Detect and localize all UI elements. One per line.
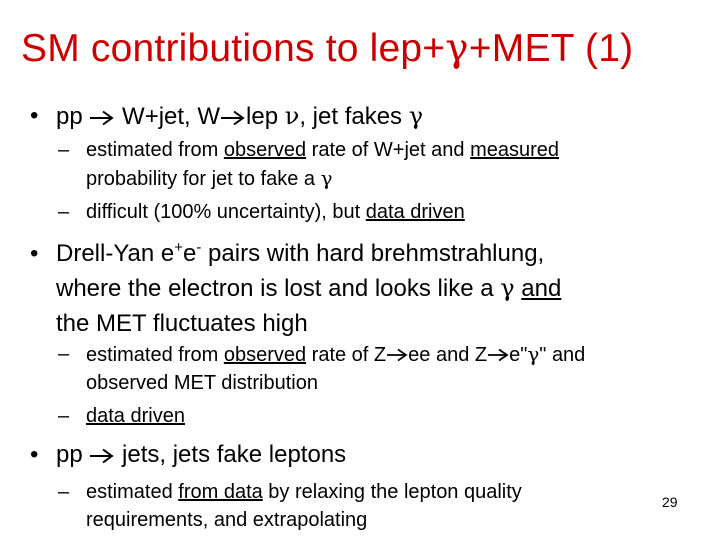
underlined-text: observed (223, 139, 307, 161)
right-arrow-icon (220, 110, 246, 126)
gamma-symbol: γ (408, 102, 424, 130)
bullet-1-sub-1-line-1 (86, 136, 559, 164)
bullet-2-sub-2 (58, 402, 185, 430)
bullet-2 (30, 236, 562, 341)
en-dash-icon: – (58, 343, 70, 365)
text-segment: pairs with hard brehmstrahlung, (201, 240, 545, 267)
nu-symbol: ν (284, 102, 300, 130)
en-dash-icon: – (58, 201, 70, 223)
text-segment: estimated (86, 481, 179, 503)
bullet-1-sub-2 (58, 198, 465, 226)
title-text-pre: SM contributions to lep+ (21, 27, 446, 70)
gamma-symbol: γ (320, 166, 333, 190)
en-dash-icon: – (58, 481, 70, 503)
text-segment: jets, jets fake leptons (115, 441, 347, 468)
text-segment: e" (509, 344, 528, 366)
superscript-minus: - (196, 239, 202, 256)
page-number: 29 (662, 494, 678, 510)
bullet-3-sub-1-line-1 (86, 478, 522, 506)
right-arrow-icon (487, 348, 509, 362)
underlined-text: data driven (86, 405, 185, 427)
bullet-3 (30, 438, 347, 472)
bullet-2-line-1 (56, 236, 561, 271)
bullet-1-text-4: , jet fakes (299, 103, 409, 130)
superscript-plus: + (174, 239, 184, 256)
bullet-1-text-2: W+jet, W (115, 103, 221, 130)
right-arrow-icon (386, 348, 408, 362)
bullet-dot-icon: • (30, 240, 39, 267)
bullet-1-sub-1 (58, 136, 560, 193)
bullet-1-sub-1-line-2 (86, 164, 559, 193)
text-segment: estimated from (86, 139, 224, 161)
bullet-2-sub-1-line-1 (86, 340, 585, 369)
bullet-dot-icon: • (30, 102, 39, 129)
text-segment: e (183, 240, 197, 267)
text-segment: pp (56, 441, 90, 468)
bullet-2-sub-1 (58, 340, 586, 397)
underlined-text: and (521, 275, 562, 302)
bullet-3-sub-1-line-2: requirements, and extrapolating (86, 509, 368, 531)
bullet-dot-icon: • (30, 441, 39, 468)
bullet-1-text-1: pp (56, 103, 90, 130)
right-arrow-icon (89, 110, 115, 126)
text-segment: rate of Z (306, 344, 387, 366)
text-segment: probability for jet to fake a (86, 168, 321, 190)
bullet-2-sub-1-line-2: observed MET distribution (86, 372, 318, 394)
slide-title (21, 26, 633, 71)
bullet-2-line-3: the MET fluctuates high (56, 310, 308, 337)
text-segment: estimated from (86, 344, 224, 366)
text-segment: difficult (100% uncertainty), but (86, 201, 366, 223)
gamma-symbol: γ (500, 274, 515, 302)
title-text-post: +MET (1) (468, 27, 634, 70)
title-gamma-symbol: γ (445, 26, 469, 71)
underlined-text: measured (470, 139, 560, 161)
bullet-1 (30, 99, 424, 134)
text-segment: where the electron is lost and looks like a (56, 275, 501, 302)
text-segment: rate of W+jet and (306, 139, 471, 161)
en-dash-icon: – (58, 139, 70, 161)
gamma-symbol: γ (527, 342, 540, 366)
en-dash-icon: – (58, 405, 70, 427)
text-segment: Drell-Yan e (56, 240, 175, 267)
text-segment: " and (539, 344, 586, 366)
bullet-1-text-3: lep (246, 103, 285, 130)
underlined-text: data driven (365, 201, 465, 223)
bullet-2-line-2 (56, 271, 561, 306)
bullet-3-sub-1 (58, 478, 522, 534)
text-segment: ee and Z (408, 344, 488, 366)
text-segment: by relaxing the lepton quality (262, 481, 522, 503)
right-arrow-icon (89, 448, 115, 464)
underlined-text: observed (223, 344, 307, 366)
underlined-text: from data (178, 481, 263, 503)
